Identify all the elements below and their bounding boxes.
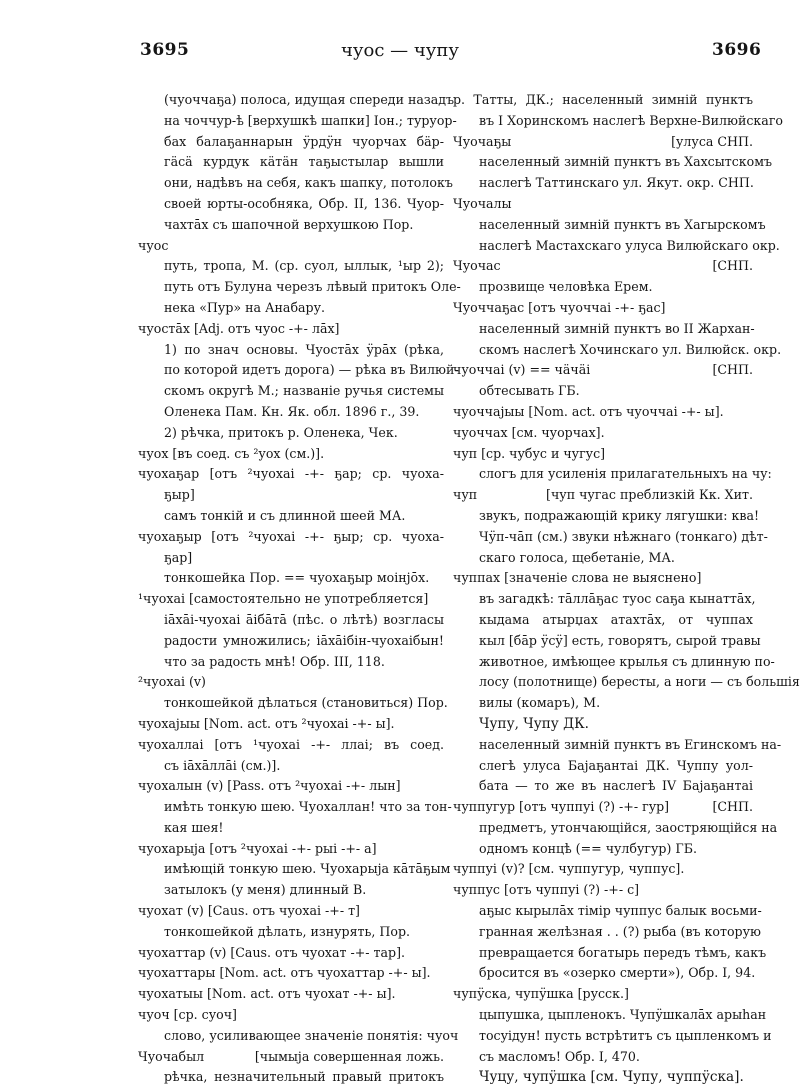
line-text: скомъ округѣ М.; названіе ручья системы: [164, 383, 444, 399]
page-number-right: 3696: [712, 40, 762, 60]
line-text: бросится въ «озерко смерти»), Обр. I, 94.: [479, 965, 756, 981]
line-right-text: [СНП.: [712, 258, 753, 274]
text-line: [453, 797, 753, 818]
line-text: имѣть тонкую шею. Чуохаллан! что за тон-: [164, 799, 452, 815]
text-line: [453, 360, 753, 381]
text-line: [138, 173, 453, 194]
text-line: [138, 839, 444, 860]
text-line: [138, 256, 444, 277]
text-line: [138, 797, 452, 818]
text-line: [138, 714, 444, 735]
line-text: наслегѣ Мастахскаго улуса Вилюйскаго окр.: [479, 237, 780, 253]
text-line: [453, 152, 773, 173]
line-text: съ масломъ! Обр. I, 470.: [479, 1048, 640, 1064]
text-line: [453, 90, 753, 111]
line-text: бата — то же въ наслегѣ IV Бајаҕантаі: [479, 778, 753, 794]
line-text: путь отъ Булуна черезъ лѣвый притокъ Оле-: [164, 279, 461, 295]
text-line: [138, 90, 455, 111]
text-line: [453, 506, 760, 527]
text-line: [453, 652, 775, 673]
line-text: кая шея!: [164, 819, 224, 835]
line-text: р. Татты, ДК.; населенный зимній пунктъ: [453, 92, 753, 107]
line-right-text: [чымыја совершенная ложь.: [254, 1048, 444, 1064]
line-text: 1) по знач основы. Чуостāх ӱрāх (рѣка,: [164, 341, 444, 357]
text-line: [453, 1026, 772, 1047]
text-line: [453, 340, 782, 361]
line-text: они, надѣвъ на себя, какъ шапку, потолокъ: [164, 175, 453, 191]
line-text: наслегѣ Таттинскаго ул. Якут. окр. СНП.: [479, 175, 754, 191]
text-line: [453, 756, 753, 777]
line-text: ҕыр]: [164, 487, 195, 503]
line-text: ҕар]: [164, 549, 193, 565]
text-line: [453, 922, 761, 943]
text-line: [453, 631, 761, 652]
text-line: [138, 464, 444, 485]
line-text: гӓсӓ курдук кӓтӓн таҕыстылар вышли: [164, 154, 444, 170]
line-text: чуохарыја [отъ ²чуохаі -+- рыі -+- а]: [138, 840, 377, 856]
text-line: [453, 839, 753, 860]
line-text: чупӱска, чупӱшка [русск.]: [453, 986, 629, 1002]
text-line: [138, 1067, 444, 1088]
text-line: [453, 464, 772, 485]
line-text: чуохатыы [Nom. act. отъ чуохат -+- ы].: [138, 986, 396, 1002]
text-line: [138, 589, 444, 610]
text-line: [138, 859, 451, 880]
line-text: населенный зимній пунктъ во II Жархан-: [479, 320, 755, 336]
line-text: ¹чуохаі [самостоятельно не употребляется]: [138, 591, 429, 607]
right-column: [453, 90, 800, 1088]
line-right-text: [СНП.: [712, 799, 753, 815]
text-line: [453, 256, 753, 277]
line-text: въ загадкѣ: тāллāҕас туос саҕа кынаттāх,: [479, 591, 756, 607]
text-line: [453, 693, 753, 714]
line-text: кыдама атырџах атахтāх, от чуппах: [479, 611, 753, 627]
text-line: [138, 652, 444, 673]
text-line: [138, 631, 444, 652]
line-text: тосуідун! пусть встрѣтитъ съ цыпленкомъ и: [479, 1027, 772, 1043]
line-right-text: [СНП.: [712, 362, 753, 378]
line-text: чуохајыы [Nom. act. отъ ²чуохаі -+- ы].: [138, 715, 395, 731]
text-line: [453, 215, 766, 236]
line-text: затылокъ (у меня) длинный В.: [164, 882, 367, 898]
line-text: чуппугур [отъ чуппуі (?) -+- гур]: [453, 799, 670, 815]
line-text: кыл [бāр ӱсӱ] есть, говорятъ, сырой травы: [479, 632, 761, 648]
text-line: [453, 485, 753, 506]
line-text: бах балаҕаннарын ӱрдӱн чуорчах бӓр-: [164, 133, 444, 149]
line-text: чуохаттары [Nom. act. отъ чуохаттар -+- ы].: [138, 965, 431, 981]
text-line: [453, 943, 767, 964]
line-text: предметъ, утончающійся, заостряющійся на: [479, 819, 778, 835]
line-text: чуппуі (v)? [см. чуппугур, чуппус].: [453, 861, 685, 877]
text-line: [453, 818, 778, 839]
text-line: [453, 714, 753, 735]
line-text: чахтāх съ шапочной верхушкою Пор.: [164, 216, 414, 232]
line-text: Чуочабыл: [138, 1048, 205, 1064]
text-line: [138, 152, 444, 173]
text-line: [453, 672, 800, 693]
text-line: [138, 402, 444, 423]
text-line: [138, 901, 444, 922]
text-line: [138, 776, 444, 797]
text-line: [453, 319, 753, 340]
text-line: [453, 236, 780, 257]
text-line: [453, 984, 753, 1005]
line-text: чуохаҕар [отъ ²чуохаі -+- ҕар; ср. чуоха-: [138, 466, 444, 482]
text-line: [453, 298, 753, 319]
text-line: [138, 236, 444, 257]
text-line: [453, 610, 753, 631]
text-line: [453, 1067, 753, 1088]
line-text: Чуочаҕы: [453, 133, 512, 149]
line-text: чуох [въ соед. съ ²уох (см.)].: [138, 445, 325, 461]
text-line: [138, 943, 444, 964]
line-text: Чуочалы: [453, 195, 512, 211]
text-line: [453, 568, 753, 589]
text-line: [138, 756, 444, 777]
text-line: [138, 527, 444, 548]
line-text: животное, имѣющее крылья съ длинную по-: [479, 653, 775, 669]
text-line: [138, 360, 459, 381]
line-text: тонкошейка Пор. == чуохаҕыр моінјōх.: [164, 570, 430, 586]
text-line: [453, 901, 762, 922]
line-text: чуохат (v) [Caus. отъ чуохаі -+- т]: [138, 903, 360, 919]
line-text: населенный зимній пунктъ въ Егинскомъ на-: [479, 736, 782, 752]
line-text: чуохаллаі [отъ ¹чуохаі -+- ллаі; въ соед.: [138, 736, 444, 752]
line-text: звукъ, подражающій крику лягушки: ква!: [479, 507, 760, 523]
line-text: на чоччур-ѣ [верхушкѣ шапки] Іон.; туруор-: [164, 112, 457, 128]
text-line: [138, 984, 444, 1005]
line-text: самъ тонкій и съ длинной шеей МА.: [164, 507, 406, 523]
line-text: скомъ наслегѣ Хочинскаго ул. Вилюйск. окр.: [479, 341, 782, 357]
line-text: вилы (комаръ), М.: [479, 695, 601, 711]
line-text: имѣющій тонкую шею. Чуохарыја кāтāҕым: [164, 861, 451, 877]
text-line: [138, 277, 461, 298]
line-text: 2) рѣчка, притокъ р. Оленека, Чек.: [164, 424, 398, 440]
line-text: чуоччах [см. чуорчах].: [453, 424, 605, 440]
line-text: чуостāх [Adj. отъ чуос -+- лāх]: [138, 320, 340, 336]
running-head: чуос — чупу: [341, 40, 459, 61]
line-text: путь, тропа, М. (ср. суол, ыллык, ¹ыр 2);: [164, 258, 444, 274]
line-text: превращается богатырь передъ тѣмъ, какъ: [479, 944, 767, 960]
text-line: [138, 215, 444, 236]
text-line: [138, 548, 444, 569]
page-header: [0, 40, 800, 70]
line-text: чуохаҕыр [отъ ²чуохаі -+- ҕыр; ср. чуоха-: [138, 528, 444, 544]
text-line: [138, 880, 444, 901]
line-text: что за радость мнѣ! Обр. III, 118.: [164, 653, 385, 669]
text-line: [453, 963, 756, 984]
line-text: чуоччајыы [Nom. act. отъ чуоччаі -+- ы].: [453, 403, 724, 419]
line-text: своей юрты-особняка, Обр. II, 136. Чуор-: [164, 195, 444, 211]
line-text: чуоччаі (v) == чӓчӓі: [453, 362, 591, 378]
text-line: [138, 506, 444, 527]
text-line: [453, 527, 768, 548]
text-line: [138, 340, 444, 361]
line-text: нека «Пур» на Анабару.: [164, 299, 326, 315]
text-line: [453, 589, 756, 610]
text-line: [138, 922, 444, 943]
text-line: [453, 548, 753, 569]
text-line: [138, 111, 457, 132]
text-line: [453, 735, 782, 756]
text-line: [138, 319, 444, 340]
text-line: [453, 859, 753, 880]
text-line: [453, 423, 753, 444]
line-text: чуос: [138, 237, 169, 253]
text-line: [453, 173, 753, 194]
text-line: [453, 132, 753, 153]
line-text: гранная желѣзная . . (?) рыба (въ которую: [479, 923, 761, 939]
text-line: [138, 735, 444, 756]
line-text: лосу (полотнище) бересты, а ноги — съ большія: [479, 674, 800, 690]
line-text: скаго голоса, щебетаніе, МА.: [479, 549, 675, 565]
text-line: [138, 381, 444, 402]
text-line: [138, 444, 444, 465]
line-text: Чуцу, чупӱшка [см. Чупу, чуппӱска].: [479, 1069, 744, 1086]
line-text: съ іāхāллāі (см.)].: [164, 757, 281, 773]
text-line: [138, 568, 444, 589]
text-line: [138, 963, 444, 984]
text-line: [138, 132, 444, 153]
text-line: [138, 485, 444, 506]
line-right-text: [чуп чугас преблизкій Кк. Хит.: [546, 487, 753, 503]
line-text: въ І Хоринскомъ наслегѣ Верхне-Вилюйскаго: [479, 112, 783, 128]
line-text: Чуочас: [453, 258, 501, 274]
text-line: [138, 818, 444, 839]
line-text: цыпушка, цыпленокъ. Чупӱшкалāх арыһан: [479, 1007, 767, 1023]
text-line: [453, 381, 753, 402]
line-text: Чуоччаҕас [отъ чуоччаі -+- ҕас]: [453, 299, 666, 315]
line-text: чуп [ср. чубус и чугус]: [453, 445, 606, 461]
text-line: [138, 693, 448, 714]
text-line: [453, 194, 753, 215]
line-text: чуохалын (v) [Pass. отъ ²чуохаі -+- лын]: [138, 778, 401, 794]
left-column: [138, 90, 461, 1088]
line-text: обтесывать ГБ.: [479, 383, 580, 399]
text-line: [138, 610, 444, 631]
line-text: чуппах [значеніе слова не выяснено]: [453, 570, 702, 586]
line-text: чуоч [ср. суоч]: [138, 1007, 237, 1023]
line-text: чуп: [453, 487, 478, 503]
text-line: [138, 1005, 444, 1026]
text-line: [453, 444, 753, 465]
text-line: [138, 298, 444, 319]
text-line: [138, 194, 444, 215]
text-line: [453, 111, 783, 132]
line-text: чуохаттар (v) [Caus. отъ чуохат -+- тар].: [138, 944, 406, 960]
line-text: рѣчка, незначительный правый притокъ: [164, 1069, 444, 1085]
page-number-left: 3695: [140, 40, 190, 60]
line-text: чуппус [отъ чуппуі (?) -+- с]: [453, 882, 640, 898]
line-text: слово, усиливающее значеніе понятія: чуоч: [164, 1027, 459, 1043]
text-line: [138, 1026, 459, 1047]
line-text: тонкошейкой дѣлаться (становиться) Пор.: [164, 695, 448, 711]
line-text: по которой идетъ дорога) — рѣка въ Вилюй-: [164, 362, 459, 378]
text-line: [138, 672, 444, 693]
line-text: прозвище человѣка Ерем.: [479, 279, 653, 295]
line-text: іāхāі-чуохаі āібāтā (пѣс. о лѣтѣ) возгласы: [164, 611, 444, 627]
line-text: населенный зимній пунктъ въ Хахсытскомъ: [479, 154, 773, 170]
text-line: [138, 1047, 444, 1068]
text-line: [138, 423, 444, 444]
text-line: [453, 402, 753, 423]
line-right-text: [улуса СНП.: [671, 133, 753, 149]
line-text: одномъ концѣ (== чулбугур) ГБ.: [479, 840, 697, 856]
line-text: (чуоччаҕа) полоса, идущая спереди назадъ: [164, 92, 455, 107]
line-text: аҕыс кырылāх тімір чуппус балык восьми-: [479, 903, 762, 919]
line-text: слогъ для усиленія прилагательныхъ на чу:: [479, 466, 772, 482]
text-line: [453, 277, 753, 298]
line-text: Оленека Пам. Кн. Як. обл. 1896 г., 39.: [164, 403, 420, 419]
text-line: [453, 1047, 753, 1068]
line-text: Чупу, Чупу ДК.: [479, 715, 589, 732]
line-text: тонкошейкой дѣлать, изнурять, Пор.: [164, 923, 411, 939]
line-text: радости умножились; іāхāібін-чуохаібын!: [164, 632, 444, 648]
text-line: [453, 880, 753, 901]
text-line: [453, 776, 753, 797]
line-text: ²чуохаі (v): [138, 674, 206, 690]
text-line: [453, 1005, 767, 1026]
line-text: слегѣ улуса Бајаҕантаі ДК. Чуппу уол-: [479, 757, 753, 773]
line-text: населенный зимній пунктъ въ Хагырскомъ: [479, 216, 766, 232]
line-text: Чӱп-чāп (см.) звуки нѣжнаго (тонкаго) дѣт-: [479, 528, 768, 544]
